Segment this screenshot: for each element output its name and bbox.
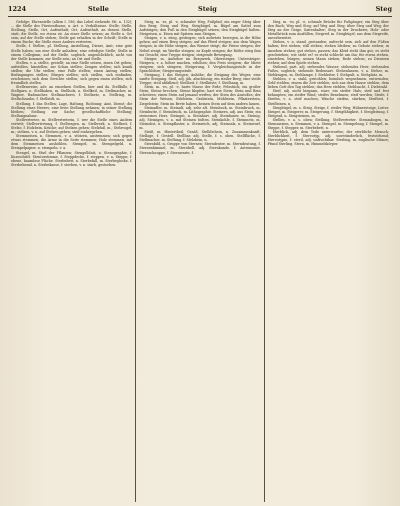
entry-paragraph: Steinadler, m. Steinalt, adj. sehr alt. Steinbock, m. Steinbruch, m. Steinbutte, f. Steindruck, m. Lithographie. Steinern, adj. aus Stein; ein steinernes Herz. Steingut, n. Steinhart, adj. Steinhauer, m. Steinig, adj. Steinigen, v. a. mit Steinen tödten. Steinkohle, f. Steinmetz, m. Steinobst, n. Steinpflaster, n. Steinreich, adj. Steinsalz, n. Steinwurf, m.	[139, 105, 261, 131]
entry-paragraph: Stemmeisen, n. Stemmen, v. a. stützen, anstemmen; sich gegen etwas stemmen; die Arme in die Seite stemmen; Holz stemmen, mit dem Stemmeisen aushöhlen. Stempel, m. Stempelgeld, n. Stempelpapier, n. stempeln, v. a.	[11, 134, 133, 151]
entry-paragraph: Stellenweise, adv. an einzelnen Stellen, hier und da. Stellfalle, f. Stellgarn, n. Stellhaken, m. Stellholz, n. Stellkeil, m. Stellmacher, m. Wagner, Radmacher. Stellmacherei, f. Stellnetz, n. Stellring, m. Stellschraube, f. Stellstift, m.	[11, 85, 133, 102]
entry-paragraph: Steigbügel, m. s. Steig. Steige, f. steiler Weg; Hühnersteige, Leiter. Steiger, m. Steigerer, m. Steigerung, f. Steigfähigkeit, f. Steigleitung, f. Steigrad, n. Steigriemen, m.	[267, 105, 389, 118]
entry-paragraph: Stellung, f. das Stellen; Lage, Haltung, Richtung; Amt, Dienst; die Stellung eines Heeres; eine feste Stellung nehmen; in seiner Stellung bleiben; Stellung zur Sache; gesellschaftliche Stellung; Stellungnahme.	[11, 101, 133, 118]
entry-paragraph: Steigung, f. das Steigen; Anhöhe; die Steigung des Weges; eine sanfte Steigung. Steil, adj. jäh, abschüssig; ein steiler Berg; eine steile Treppe; steil abfallend; Steilheit, f. Steilküste, f. Steilhang, m.	[139, 73, 261, 86]
text-columns	[8, 20, 392, 502]
entry-paragraph: Steiger, m. Aufseher im Bergwerk, Obersteiger, Untersteiger. Steigern, v. a. höher machen, erhöhen; den Preis steigern; die Miete steigern; sich steigern; Steigerung, f. Vergleichungsstufe in der Sprachlehre; Steigerungsstufe.	[139, 56, 261, 73]
entry-paragraph: Steigen, v. n. stieg, gestiegen; sich aufwärts bewegen, in die Höhe gehen; auf einen Berg steigen; auf das Pferd steigen; aus dem Wagen steigen; in die Höhe steigen; das Wasser steigt; die Preise steigen; der Nebel steigt; im Werthe steigen; zu Kopfe steigen; die Röthe stieg ihm ins Gesicht; eine Treppe steigen; steigende Bewegung.	[139, 36, 261, 57]
column-left	[8, 20, 135, 502]
entry-paragraph: Sterblich, adj. dem Tode unterworfen; der sterbliche Mensch; Sterblichkeit, f. Stereotyp, adj. unveränderlich, feststehend; Stereotypie, f. steril, adj. unfruchtbar. Sterling, m. englische Münze; Pfund Sterling. Stern, m. Himmelskörper.	[267, 130, 389, 147]
entry-paragraph: Stehend, part. adj. stehendes Wasser; stehendes Heer; stehenden Fußes, sogleich; stehende Redensart. Stehenlassen, v. a. Steher, m. Stehkragen, m. Stehlampe, f. Stehleiter, f. Stehpult, n. Stehplatz, m.	[267, 64, 389, 78]
page-header	[8, 4, 392, 17]
column-right	[265, 20, 392, 502]
entry-paragraph: Stellvertreter, m. Stellvertreterin, f. wer die Stelle eines Andern vertritt; Stellvertretung, f. Stellwagen, m. Stellwerk, n. Stellzeit, f. Stelze, f. Holzbein, Krücke; auf Stelzen gehen; Stelzfuß, m.; Stelzvogel, m.; stelzen, v. n. auf Stelzen gehen; steif einhergehen.	[11, 117, 133, 135]
entry-paragraph: Gefolge; Ehrenstelle (allein I. 196; das Lebel stehende Stt. n. 132); ... die Stelle des Fürstenthums; u. Art. o. Verhältnisse. Stelle; Stelle, Stellung, Stelle, Ort, Aufenthalt; Ort, Aufenthalt, an dessen Stelle, statt; die Stelle, wo etwas ist. An einer Stelle setzen; an Stelle u. Ort sein; auf der Stelle stehen; Stelle gut erhalten in der Schrift; Stelle in einem Buche; die Stelle eines Andern vertreten.	[11, 20, 133, 45]
entry-paragraph: Steif, adj. nicht biegsam, starr; ein steifer Hals; steif und fest behaupten; ein steifer Wind; steifes Benehmen; steif werden; Steife, f. Steifen, v. a. steif machen; Wäsche steifen, stärken; Steifheit, f. Steifleinen, n.	[267, 89, 389, 106]
entry-paragraph: Stellen, v. a. stellte, gestellt; an eine Stelle setzen, einen Ort geben; aufstellen, hinstellen; zur Schau stellen; Zeugen stellen; sich krank stellen; die Uhr stellen; eine Falle stellen; einen Antrag stellen; Bedingungen stellen; Bürgen stellen; sich stellen, sich einfinden, erscheinen; sich dem Gerichte stellen; sich gegen einen stellen; sich freundlich stellen.	[11, 60, 133, 86]
page-number: 1224	[8, 5, 27, 13]
entry-paragraph: Sternbild, n. Gruppe von Sternen; Sterndeuter, m. Sterndeutung, f. Sternenhimmel, m. Sternhell, adj. Sternkunde, f. Astronomie. Sternschnuppe, f. Sternwarte, f.	[139, 142, 261, 155]
header-right-word: Steg	[375, 5, 392, 13]
entry-paragraph: Stehen, v. n. stand, gestanden; aufrecht sein, sich auf den Füßen halten; fest stehen; still stehen; stehen bleiben; zu Gebote stehen; in Ansehen stehen; gut stehen, passen; das Kleid steht ihm gut; es steht geschrieben; wie steht es? es steht schlecht um ihn; für etwas stehen, einstehen, bürgen; seinen Mann stehen; Rede stehen; zu Diensten stehen; auf dem Spiele stehen.	[267, 40, 389, 65]
entry-paragraph: Stengel, m. Stiel der Pflanzen; Stengelblatt, n. Stenographie, f. Kurzschrift. Stentorstimme, f. Steppdecke, f. steppen, v. a. Steppe, f. ebene, baumlose Fläche. Sterbebett, n. Sterbefall, m. Sterbeglocke, f. Sterbehemd, n. Sterbekasse, f. sterben, v. n. starb, gestorben.	[11, 150, 133, 167]
header-left-word: Stelle	[88, 5, 109, 13]
header-center-word: Steig	[198, 5, 217, 13]
entry-paragraph: Steig, m. -es, pl. -e, schmaler Weg, Fußpfad; ein enger Steig über den Berg; Steig und Weg. Steigbügel, m. Bügel am Sattel zum Aufsteigen; den Fuß in den Steigbügel setzen; den Steigbügel halten. Steigeisen, n. Eisen mit Spitzen zum Steigen.	[139, 20, 261, 37]
entry-paragraph: Stellen, v. a. s. oben; Stellung, Stellvertreter. Stemmbogen, m. Stemmeisen, n. Stemmen, v. a. Stempel, m. Stempelung, f. Stengel, m. Steppe, f. Stepper, m. Sterbebett, n.	[267, 117, 389, 131]
entry-paragraph: Stehlen, v. a. stahl, gestohlen; heimlich wegnehmen, entwenden; Geld stehlen; einem die Zeit stehlen; sich aus dem Hause stehlen; dem lieben Gott den Tag stehlen; das Herz stehlen; Stehlsucht, f. Diebstahl.	[267, 77, 389, 90]
entry-paragraph: Steiß, m. Hintertheil, Gesäß. Stelldichein, n. Zusammenkunft. Stellage, f. Gestell. Stellbar, adj. Stelle, f. s. oben. Stellfläche, f. Stellmacher, m. Stellung, f. Stelzbein, n.	[139, 130, 261, 143]
entry-paragraph: Steg, m. -es, pl. -e, schmale Brücke für Fußgänger; ein Steg über den Bach; Weg und Steg; auf Weg und Steg; über Steg und Weg; der Steg an der Geige, Saitenhalter; Steg in der Druckerei, Holz- oder Metallstück zum Ausfüllen; Stegreif, m. Steigbügel; aus dem Stegreife, unvorbereitet.	[267, 20, 389, 41]
column-middle	[136, 20, 263, 502]
entry-paragraph: Stelle, f. Stellen, pl. Stellung, Anstellung, Dienst, Amt; eine gute Stelle haben; um eine Stelle anhalten; eine erledigte Stelle; Stelle in einem Collegium; auf der Stelle, sogleich, augenblicklich; nicht von der Stelle kommen; zur Stelle sein; an Ort und Stelle.	[11, 44, 133, 61]
entry-paragraph: Stein, m. -es, pl. -e, harte Masse der Erde; Felsstück; ein großer Stein; Steine brechen; Steine klopfen; hart wie Stein; Stein und Bein schwören; einen Stein auf jemand werfen; der Stein des Anstoßes; der Stein der Weisen; Edelstein, Grabstein, Mühlstein, Pflasterstein, Ziegelstein; Stein im Brete haben; keinen Stein auf dem andern lassen.	[139, 85, 261, 106]
